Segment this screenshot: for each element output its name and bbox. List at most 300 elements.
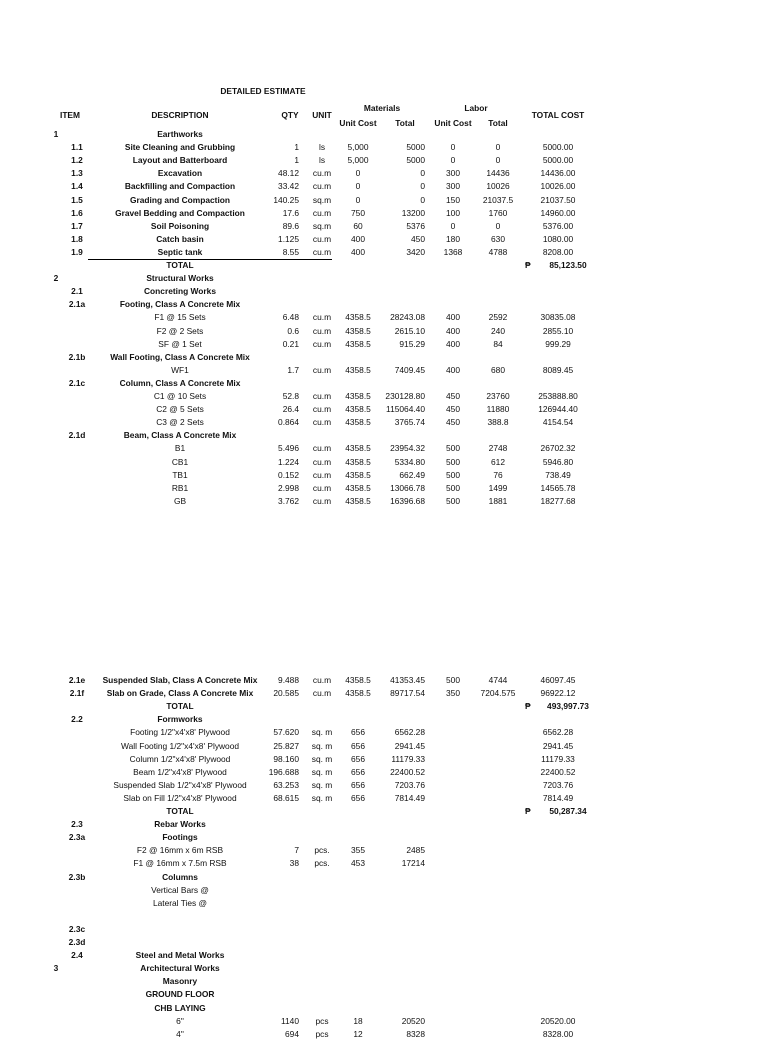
labor-unit-cost: 500 [446, 456, 460, 467]
peso-sign: ₱ [525, 260, 531, 270]
quantity: 0.152 [278, 469, 299, 480]
material-total: 89717.54 [390, 688, 425, 699]
sub-item-number: 1.5 [71, 194, 83, 205]
header-labor: Labor [464, 103, 488, 113]
material-total: 23954.32 [390, 443, 425, 454]
material-total: 7409.45 [394, 364, 425, 375]
total-cost: 2855.10 [542, 325, 574, 336]
sub-item-number: 2.1d [68, 430, 86, 441]
material-total: 115064.40 [386, 404, 425, 415]
sub-item-number: 2.1a [68, 299, 86, 310]
sub-item-number: 1.8 [71, 233, 83, 244]
total-cost: 96922.12 [540, 688, 576, 699]
header-labor-total: Total [488, 118, 508, 128]
header-materials: Materials [363, 103, 401, 113]
description: GB [173, 495, 187, 506]
total-cost: 5000.00 [542, 142, 574, 153]
description: F2 @ 16mm x 6m RSB [136, 845, 224, 856]
material-total: 5000 [406, 155, 425, 166]
sub-item-number: 2.3 [71, 819, 83, 830]
material-unit-cost: 5,000 [347, 155, 369, 166]
material-unit-cost: 4358.5 [345, 417, 371, 428]
description: Structural Works [146, 273, 214, 284]
total-cost: 50,287.34 [549, 806, 587, 816]
description: C3 @ 2 Sets [156, 417, 204, 428]
sub-item-number: 2.1c [68, 377, 86, 388]
material-total: 28243.08 [390, 312, 425, 323]
quantity: 0.6 [287, 325, 299, 336]
total-cost: 253888.80 [538, 391, 578, 401]
quantity: 9.488 [278, 675, 299, 685]
total-cost: 126944.40 [538, 404, 578, 415]
labor-total: 1499 [488, 482, 508, 493]
material-unit-cost: 4358.5 [345, 312, 371, 323]
unit: cu.m [312, 391, 332, 401]
unit: cu.m [312, 404, 332, 415]
quantity: 63.253 [273, 779, 299, 790]
labor-total: 680 [491, 364, 505, 375]
material-unit-cost: 60 [353, 220, 363, 231]
quantity: 57.620 [273, 727, 299, 738]
material-unit-cost: 4358.5 [345, 391, 371, 401]
description: Septic tank [157, 246, 203, 257]
description: Vertical Bars @ [151, 884, 209, 895]
quantity: 17.6 [282, 207, 299, 218]
material-unit-cost: 4358.5 [345, 469, 371, 480]
quantity: 0.21 [282, 338, 299, 349]
unit: cu.m [312, 181, 332, 192]
sub-item-number: 2.1 [71, 286, 83, 297]
description: Backfilling and Compaction [124, 181, 236, 192]
total-cost: 8089.45 [542, 364, 574, 375]
labor-total: 14436 [486, 168, 510, 179]
header-total-cost: TOTAL COST [531, 110, 585, 120]
unit: sq. m [311, 753, 333, 764]
quantity: 0.864 [278, 417, 299, 428]
labor-total: 1881 [488, 495, 508, 506]
unit: ls [318, 142, 326, 153]
unit: cu.m [312, 417, 332, 428]
unit: cu.m [312, 482, 332, 493]
description: Masonry [162, 976, 198, 987]
material-total: 20520 [401, 1015, 425, 1026]
quantity: 1 [294, 155, 299, 166]
description: C2 @ 5 Sets [156, 404, 204, 415]
description: Layout and Batterboard [132, 155, 228, 166]
material-total: 5376 [406, 220, 425, 231]
quantity: 48.12 [278, 168, 299, 179]
sub-item-number: 2.3d [68, 937, 86, 947]
labor-unit-cost: 500 [446, 675, 460, 685]
description: Suspended Slab 1/2"x4'x8' Plywood [113, 779, 247, 790]
total-cost: 1080.00 [542, 233, 574, 244]
material-unit-cost: 4358.5 [345, 456, 371, 467]
description: Catch basin [156, 233, 204, 244]
material-unit-cost: 656 [351, 766, 365, 777]
labor-total: 21037.5 [482, 194, 514, 205]
quantity: 26.4 [282, 404, 299, 415]
total-cost: 2941.45 [542, 740, 574, 751]
labor-unit-cost: 500 [446, 469, 460, 480]
description: Architectural Works [140, 963, 220, 974]
description: CHB LAYING [154, 1002, 206, 1013]
sub-item-number: 2.1b [68, 351, 86, 362]
sub-item-number: 1.9 [71, 246, 83, 257]
material-unit-cost: 4358.5 [345, 482, 371, 493]
unit: pcs. [314, 845, 330, 856]
unit: ls [318, 155, 326, 166]
labor-unit-cost: 150 [446, 194, 460, 205]
material-unit-cost: 4358.5 [345, 443, 371, 454]
description: Lateral Ties @ [152, 897, 208, 908]
material-unit-cost: 4358.5 [345, 688, 371, 699]
description: SF @ 1 Set [158, 338, 202, 349]
material-total: 3765.74 [394, 417, 425, 428]
material-total: 3420 [406, 246, 425, 257]
total-cost: 7814.49 [542, 792, 574, 803]
total-cost: 4154.54 [542, 417, 574, 428]
unit: cu.m [312, 688, 332, 699]
sub-item-number: 1.2 [71, 155, 83, 166]
sub-item-number: 2.2 [71, 714, 83, 725]
total-cost: 8328.00 [542, 1028, 574, 1039]
description: Steel and Metal Works [135, 950, 225, 961]
quantity: 52.8 [282, 391, 299, 401]
quantity: 33.42 [278, 181, 299, 192]
material-total: 8328 [406, 1028, 425, 1039]
quantity: 3.762 [278, 495, 299, 506]
material-unit-cost: 12 [353, 1028, 363, 1039]
unit: sq. m [311, 792, 333, 803]
labor-total: 76 [493, 469, 503, 480]
material-unit-cost: 656 [351, 740, 365, 751]
sub-item-number: 2.1f [69, 688, 85, 699]
quantity: 1.224 [278, 456, 299, 467]
quantity: 38 [289, 858, 299, 869]
unit: cu.m [312, 246, 332, 257]
header-item: ITEM [59, 110, 81, 120]
labor-total: 0 [495, 155, 501, 166]
description: Formworks [157, 714, 203, 725]
labor-total: 612 [491, 456, 505, 467]
material-total: 7814.49 [394, 792, 425, 803]
header-labor-unit-cost: Unit Cost [434, 118, 472, 128]
unit: sq.m [312, 220, 332, 231]
total-cost: 14960.00 [540, 207, 576, 218]
quantity: 89.6 [282, 220, 299, 231]
unit: cu.m [312, 469, 332, 480]
material-total: 11179.33 [391, 753, 425, 764]
description: RB1 [171, 482, 189, 493]
sub-item-number: 1.6 [71, 207, 83, 218]
sub-item-number: 1.4 [71, 181, 83, 192]
material-total: 5000 [406, 142, 425, 153]
material-total: 450 [411, 233, 425, 244]
labor-total: 2592 [488, 312, 508, 323]
labor-total: 7204.575 [480, 688, 516, 699]
total-cost: 18277.68 [540, 495, 576, 506]
quantity: 98.160 [273, 753, 299, 764]
labor-unit-cost: 400 [446, 364, 460, 375]
description: Beam, Class A Concrete Mix [123, 430, 237, 441]
quantity: 1140 [280, 1015, 299, 1026]
unit: cu.m [312, 495, 332, 506]
description: Site Cleaning and Grubbing [124, 142, 236, 153]
description: B1 [174, 443, 186, 454]
material-total: 13066.78 [390, 482, 425, 493]
unit: cu.m [312, 312, 332, 323]
header-qty: QTY [281, 110, 299, 120]
total-cost: 7203.76 [542, 779, 574, 790]
quantity: 7 [294, 845, 299, 856]
description: TOTAL [166, 806, 194, 816]
quantity: 1.7 [287, 364, 299, 375]
description: C1 @ 10 Sets [153, 391, 207, 401]
sub-item-number: 1.3 [71, 168, 83, 179]
description: Earthworks [157, 129, 203, 139]
total-cost: 30835.08 [540, 312, 576, 323]
quantity: 694 [285, 1028, 299, 1039]
material-unit-cost: 656 [351, 727, 365, 738]
unit: cu.m [312, 207, 332, 218]
total-underline [88, 259, 332, 260]
labor-total: 1760 [488, 207, 508, 218]
material-unit-cost: 400 [351, 233, 365, 244]
material-unit-cost: 453 [351, 858, 365, 869]
description: Excavation [157, 168, 203, 179]
unit: sq. m [311, 766, 333, 777]
labor-unit-cost: 450 [446, 391, 460, 401]
unit: cu.m [312, 364, 332, 375]
header-materials-total: Total [395, 118, 415, 128]
unit: cu.m [312, 675, 332, 685]
total-cost: 738.49 [545, 469, 571, 480]
total-cost: 46097.45 [540, 675, 576, 685]
total-cost: 85,123.50 [549, 260, 587, 270]
description: TB1 [172, 469, 188, 480]
total-cost: 26702.32 [540, 443, 576, 454]
total-cost: 11179.33 [541, 753, 575, 764]
material-unit-cost: 400 [351, 246, 365, 257]
sub-item-number: 1.1 [71, 142, 83, 153]
unit: cu.m [312, 325, 332, 336]
labor-total: 0 [495, 220, 501, 231]
labor-unit-cost: 500 [446, 443, 460, 454]
description: WF1 [171, 364, 189, 375]
sub-item-number: 1.7 [71, 220, 83, 231]
quantity: 5.496 [278, 443, 299, 454]
labor-total: 23760 [486, 391, 510, 401]
material-unit-cost: 4358.5 [345, 325, 371, 336]
material-total: 915.29 [399, 338, 425, 349]
material-unit-cost: 0 [355, 181, 361, 192]
description: Rebar Works [154, 819, 206, 830]
unit: cu.m [312, 233, 332, 244]
total-cost: 5376.00 [542, 220, 574, 231]
sub-item-number: 2.3b [68, 871, 86, 882]
labor-unit-cost: 400 [446, 312, 460, 323]
description: Concreting Works [144, 286, 216, 297]
total-cost: 5000.00 [542, 155, 574, 166]
document-title: DETAILED ESTIMATE [220, 86, 306, 96]
labor-unit-cost: 100 [446, 207, 460, 218]
description: F1 @ 16mm x 7.5m RSB [133, 858, 227, 869]
labor-unit-cost: 450 [446, 404, 460, 415]
quantity: 2.998 [278, 482, 299, 493]
material-unit-cost: 0 [355, 168, 361, 179]
material-total: 2485 [406, 845, 425, 856]
total-cost: 5946.80 [542, 456, 574, 467]
labor-unit-cost: 500 [446, 482, 460, 493]
material-total: 22400.52 [390, 766, 425, 777]
material-total: 6562.28 [394, 727, 425, 738]
description: 6" [176, 1015, 184, 1026]
material-unit-cost: 18 [353, 1015, 363, 1026]
total-cost: 493,997.73 [547, 701, 589, 712]
labor-total: 630 [491, 233, 505, 244]
labor-unit-cost: 500 [446, 495, 460, 506]
labor-total: 4788 [488, 246, 508, 257]
quantity: 20.585 [273, 688, 299, 699]
description: Suspended Slab, Class A Concrete Mix [102, 675, 258, 685]
labor-total: 11880 [486, 404, 510, 415]
unit: cu.m [312, 338, 332, 349]
total-cost: 22400.52 [540, 766, 576, 777]
description: Beam 1/2"x4'x8' Plywood [133, 766, 227, 777]
material-total: 0 [420, 181, 425, 192]
total-cost: 6562.28 [542, 727, 574, 738]
labor-unit-cost: 0 [450, 220, 456, 231]
material-unit-cost: 4358.5 [345, 675, 371, 685]
description: CB1 [171, 456, 189, 467]
description: F1 @ 15 Sets [154, 312, 206, 323]
material-total: 2615.10 [394, 325, 425, 336]
material-total: 16396.68 [390, 495, 425, 506]
item-number: 3 [53, 963, 59, 974]
description: Gravel Bedding and Compaction [115, 207, 245, 218]
labor-total: 240 [491, 325, 505, 336]
description: Grading and Compaction [129, 194, 231, 205]
unit: pcs [315, 1015, 329, 1026]
description: Slab on Grade, Class A Concrete Mix [106, 688, 254, 699]
unit: sq.m [312, 194, 332, 205]
quantity: 196.688 [268, 766, 299, 777]
total-cost: 20520.00 [540, 1015, 576, 1026]
item-number: 2 [53, 273, 59, 284]
description: GROUND FLOOR [145, 989, 215, 1000]
unit: pcs. [314, 858, 330, 869]
labor-unit-cost: 1368 [443, 246, 463, 257]
total-cost: 14565.78 [540, 482, 576, 493]
description: F2 @ 2 Sets [156, 325, 204, 336]
material-total: 662.49 [399, 469, 425, 480]
description: TOTAL [166, 701, 194, 712]
material-total: 0 [420, 194, 425, 205]
material-unit-cost: 5,000 [347, 142, 369, 153]
material-total: 0 [420, 168, 425, 179]
labor-unit-cost: 450 [446, 417, 460, 428]
labor-unit-cost: 180 [446, 233, 460, 244]
quantity: 8.55 [282, 246, 299, 257]
total-cost: 21037.50 [540, 194, 576, 205]
labor-unit-cost: 350 [446, 688, 460, 699]
unit: sq. m [311, 779, 333, 790]
quantity: 1.125 [278, 233, 299, 244]
labor-unit-cost: 0 [450, 155, 456, 166]
header-materials-unit-cost: Unit Cost [339, 118, 377, 128]
material-unit-cost: 750 [351, 207, 365, 218]
sub-item-number: 2.4 [71, 950, 83, 961]
header-description: DESCRIPTION [151, 110, 209, 120]
description: Column 1/2"x4'x8' Plywood [129, 753, 231, 764]
description: Columns [162, 871, 198, 882]
material-unit-cost: 4358.5 [345, 364, 371, 375]
total-cost: 8208.00 [542, 246, 574, 257]
description: TOTAL [166, 260, 194, 270]
labor-unit-cost: 400 [446, 325, 460, 336]
labor-total: 84 [493, 338, 503, 349]
material-unit-cost: 656 [351, 779, 365, 790]
material-total: 13200 [401, 207, 425, 218]
total-cost: 14436.00 [540, 168, 576, 179]
material-unit-cost: 656 [351, 792, 365, 803]
total-cost: 10026.00 [540, 181, 576, 192]
quantity: 68.615 [273, 792, 299, 803]
material-unit-cost: 4358.5 [345, 495, 371, 506]
labor-total: 2748 [488, 443, 508, 454]
unit: pcs [315, 1028, 329, 1039]
item-number: 1 [53, 129, 59, 139]
unit: sq. m [311, 727, 333, 738]
labor-total: 388.8 [487, 417, 509, 428]
header-unit: UNIT [312, 110, 332, 120]
labor-unit-cost: 0 [450, 142, 456, 153]
material-total: 5334.80 [394, 456, 425, 467]
total-cost: 999.29 [545, 338, 571, 349]
unit: cu.m [312, 443, 332, 454]
quantity: 1 [294, 142, 299, 153]
description: Footings [162, 832, 198, 843]
peso-sign: ₱ [525, 806, 531, 816]
sub-item-number: 2.1e [68, 675, 86, 685]
labor-unit-cost: 300 [446, 181, 460, 192]
sub-item-number: 2.3c [68, 923, 86, 934]
material-total: 2941.45 [394, 740, 425, 751]
description: Wall Footing, Class A Concrete Mix [110, 351, 250, 362]
quantity: 6.48 [282, 312, 299, 323]
unit: cu.m [312, 456, 332, 467]
labor-unit-cost: 400 [446, 338, 460, 349]
labor-total: 0 [495, 142, 501, 153]
peso-sign: ₱ [525, 701, 531, 712]
unit: cu.m [312, 168, 332, 179]
description: Soil Poisoning [150, 220, 210, 231]
material-unit-cost: 656 [351, 753, 365, 764]
quantity: 25.827 [273, 740, 299, 751]
unit: sq. m [311, 740, 333, 751]
quantity: 140.25 [273, 194, 299, 205]
description: Footing, Class A Concrete Mix [119, 299, 241, 310]
description: Wall Footing 1/2"x4'x8' Plywood [120, 740, 240, 751]
description: 4" [176, 1028, 184, 1039]
labor-total: 4744 [488, 675, 508, 685]
sub-item-number: 2.3a [68, 832, 86, 843]
material-unit-cost: 355 [351, 845, 365, 856]
description: Footing 1/2"x4'x8' Plywood [130, 727, 230, 738]
description: Column, Class A Concrete Mix [119, 377, 241, 388]
description: Slab on Fill 1/2"x4'x8' Plywood [123, 792, 237, 803]
labor-total: 10026 [486, 181, 510, 192]
